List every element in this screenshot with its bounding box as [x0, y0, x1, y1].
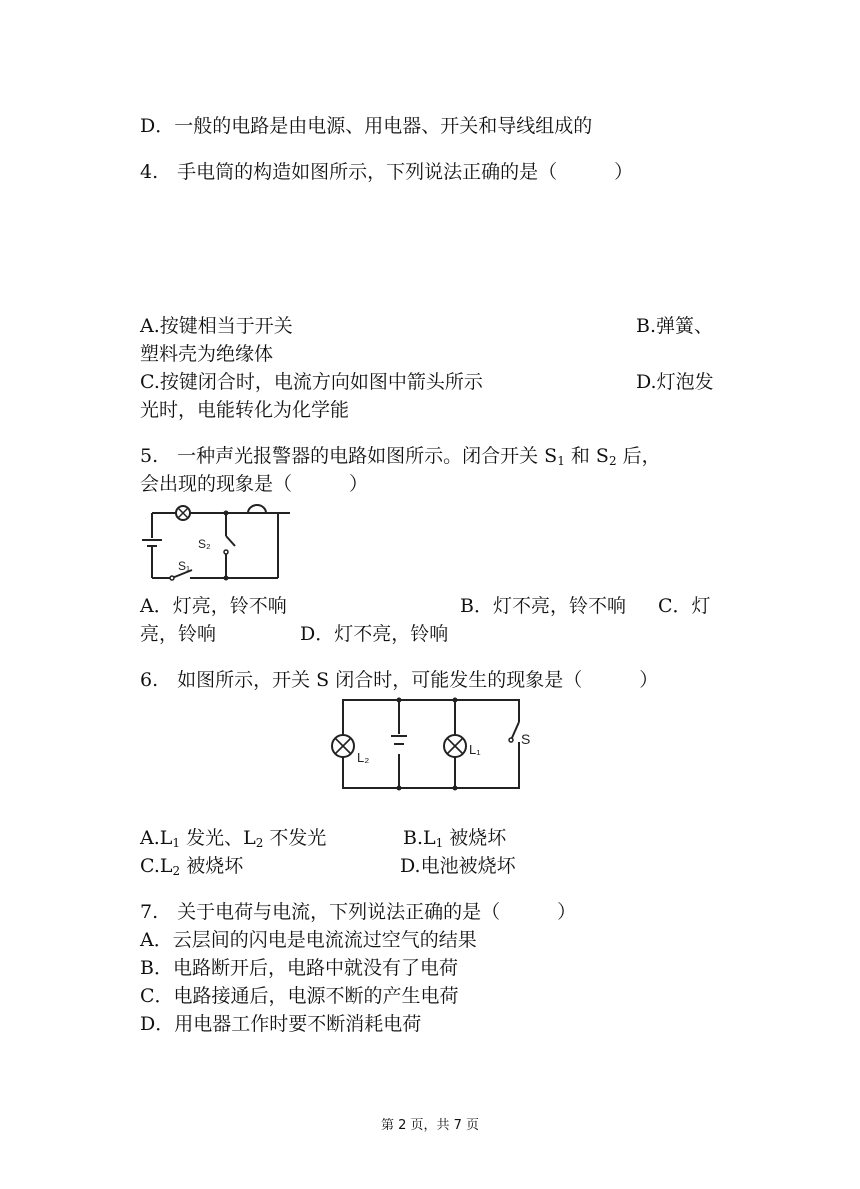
q5-battery-icon	[142, 540, 162, 546]
q4-option-c: C.按键闭合时，电流方向如图中箭头所示	[140, 371, 483, 393]
q7-option-d: D．用电器工作时要不断消耗电荷	[140, 1013, 422, 1035]
q5-bell-icon	[248, 505, 266, 513]
q5-switch-s1-label: S₁	[178, 559, 191, 573]
q6-option-d: D.电池被烧坏	[400, 855, 516, 877]
q6-option-a: $A.L_1$ 发光、$L_2$ 不发光	[140, 827, 327, 850]
q6-option-b: $B.L_1$ 被烧坏	[403, 827, 507, 850]
q6-lamp-l1-label: L₁	[469, 742, 481, 757]
q5-switch-s2-label: S₂	[198, 537, 211, 551]
q4-option-a: A.按键相当于开关	[140, 315, 293, 337]
q5-option-c-start: C．灯	[658, 595, 711, 617]
q5-option-b: B．灯不亮，铃不响	[460, 595, 626, 617]
q4-option-d-end: 光时，电能转化为化学能	[140, 399, 350, 421]
q7-option-b: B．电路断开后，电路中就没有了电荷	[140, 957, 458, 979]
page-footer: 第 2 页，共 7 页	[380, 1118, 480, 1133]
q6-lamp-l2-label: L₂	[357, 750, 370, 765]
q5-option-d: D．灯不亮，铃响	[300, 623, 449, 645]
q6-option-c: $C.L_2$ 被烧坏	[140, 855, 244, 878]
q3-option-d: D．一般的电路是由电源、用电器、开关和导线组成的	[140, 115, 593, 137]
q4-option-d-start: D.灯泡发	[636, 371, 714, 393]
q6-switch-s-label: S	[521, 731, 531, 747]
q4-option-b-end: 塑料壳为绝缘体	[140, 343, 274, 365]
q4-stem: 4. 手电筒的构造如图所示，下列说法正确的是（ ）	[140, 161, 634, 183]
q5-option-a: A．灯亮，铃不响	[140, 595, 287, 617]
q7-option-a: A．云层间的闪电是电流流过空气的结果	[140, 929, 477, 951]
q6-circuit-diagram	[325, 692, 535, 796]
q4-option-b-start: B.弹簧、	[636, 315, 714, 337]
q7-option-c: C．电路接通后，电源不断的产生电荷	[140, 985, 459, 1007]
q5-circuit-diagram	[140, 500, 290, 590]
q6-stem: 6. 如图所示，开关 S 闭合时，可能发生的现象是（ ）	[140, 669, 659, 691]
q5-stem-line2: 会出现的现象是（ ）	[140, 473, 369, 495]
q5-option-c-end: 亮，铃响	[140, 623, 217, 645]
q6-battery-icon	[391, 736, 407, 744]
q5-stem: 5. 一种声光报警器的电路如图所示。闭合开关 $S_1$ 和 $S_2$ 后，	[140, 445, 661, 468]
q7-stem: 7. 关于电荷与电流，下列说法正确的是（ ）	[140, 901, 577, 923]
